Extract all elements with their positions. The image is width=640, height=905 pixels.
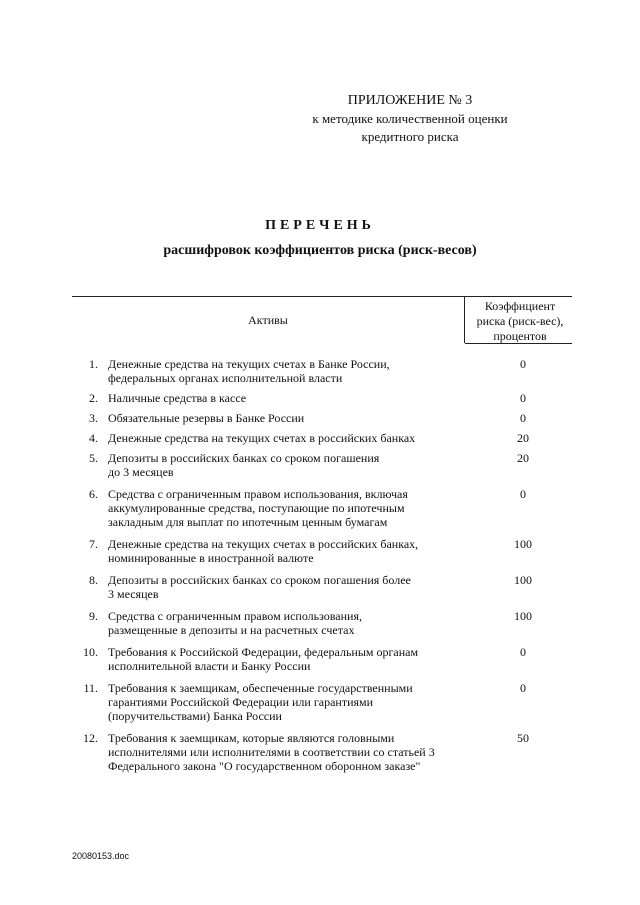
coef-header-line3: процентов — [493, 329, 547, 343]
document-subtitle: расшифровок коэффициентов риска (риск-весов) — [163, 243, 477, 258]
table-row — [72, 609, 572, 637]
row-asset-text — [108, 411, 478, 425]
row-asset-line: размещенные в депозиты и на расчетных счетах — [108, 623, 355, 637]
row-asset-line: номинированные в иностранной валюте — [108, 551, 314, 565]
row-risk-weight: 0 — [520, 487, 526, 501]
row-asset-line: Средства с ограниченным правом использования, — [108, 609, 362, 623]
row-risk-weight: 0 — [520, 391, 526, 405]
document-title: ПЕРЕЧЕНЬ — [265, 218, 375, 233]
row-asset-line: Депозиты в российских банках со сроком погашения более — [108, 573, 411, 587]
appendix-header — [270, 92, 550, 146]
table-row — [72, 451, 572, 479]
row-risk-weight: 0 — [520, 357, 526, 371]
row-asset-text — [108, 681, 478, 723]
table-row — [72, 731, 572, 773]
row-asset-line: Федерального закона "О государственном оборонном заказе" — [108, 759, 421, 773]
row-asset-line: Требования к заемщикам, обеспеченные государственными — [108, 681, 413, 695]
row-asset-line: Требования к Российской Федерации, федеральным органам — [108, 645, 419, 659]
row-number: 8. — [89, 573, 98, 587]
row-risk-weight: 0 — [520, 681, 526, 695]
coef-header-line1: Коэффициент — [484, 299, 556, 313]
row-asset-text — [108, 451, 478, 479]
row-number: 5. — [89, 451, 98, 465]
row-asset-line: 3 месяцев — [108, 587, 159, 601]
table-row — [72, 681, 572, 723]
row-asset-line: до 3 месяцев — [108, 465, 174, 479]
row-risk-weight: 0 — [520, 411, 526, 425]
row-risk-weight: 20 — [517, 451, 529, 465]
appendix-line2: к методике количественной оценки — [312, 111, 508, 126]
row-number: 3. — [89, 411, 98, 425]
row-asset-text — [108, 487, 478, 529]
row-asset-text — [108, 391, 478, 405]
row-asset-line: Денежные средства на текущих счетах в российских банках, — [108, 537, 419, 551]
row-asset-line: исполнительной власти и Банку России — [108, 659, 311, 673]
row-asset-text — [108, 357, 478, 385]
row-asset-line: федеральных органах исполнительной власти — [108, 371, 343, 385]
table-row — [72, 391, 572, 405]
row-asset-line: Денежные средства на текущих счетах в Банке России, — [108, 357, 390, 371]
coef-header-line2: риска (риск-вес), — [476, 314, 564, 328]
table-row — [72, 411, 572, 425]
row-number: 9. — [89, 609, 98, 623]
table-row — [72, 357, 572, 385]
appendix-number: ПРИЛОЖЕНИЕ № 3 — [347, 93, 473, 108]
row-asset-text — [108, 645, 478, 673]
row-number: 2. — [89, 391, 98, 405]
row-asset-line: Наличные средства в кассе — [108, 391, 247, 405]
table-row — [72, 431, 572, 445]
row-asset-line: Депозиты в российских банках со сроком погашения — [108, 451, 380, 465]
row-asset-text — [108, 573, 478, 601]
column-divider — [464, 297, 465, 343]
row-number: 6. — [89, 487, 98, 501]
coef-header-underline — [465, 343, 572, 344]
table-row — [72, 573, 572, 601]
table-row — [72, 537, 572, 565]
row-asset-line: аккумулированные средства, поступающие по ипотечным — [108, 501, 405, 515]
row-number: 4. — [89, 431, 98, 445]
row-number: 1. — [89, 357, 98, 371]
appendix-line3: кредитного риска — [361, 129, 459, 144]
row-asset-line: исполнителями или исполнителями в соответствии со статьей 3 — [108, 745, 435, 759]
row-asset-text — [108, 731, 478, 773]
row-asset-text — [108, 609, 478, 637]
column-header-coefficient — [468, 299, 572, 344]
row-asset-line: Требования к заемщикам, которые являются головными — [108, 731, 395, 745]
row-risk-weight: 100 — [514, 573, 532, 587]
table-body — [72, 357, 572, 781]
row-number: 12. — [83, 731, 98, 745]
table-row — [72, 645, 572, 673]
row-number: 7. — [89, 537, 98, 551]
table-row — [72, 487, 572, 529]
row-number: 11. — [83, 681, 98, 695]
row-asset-line: Обязательные резервы в Банке России — [108, 411, 305, 425]
row-risk-weight: 100 — [514, 609, 532, 623]
row-asset-text — [108, 431, 478, 445]
table-header — [72, 296, 572, 343]
row-asset-line: (поручительствами) Банка России — [108, 709, 282, 723]
column-header-assets: Активы — [248, 312, 288, 327]
row-asset-line: Средства с ограниченным правом использования, включая — [108, 487, 408, 501]
row-asset-line: Денежные средства на текущих счетах в российских банках — [108, 431, 416, 445]
row-asset-text — [108, 537, 478, 565]
row-number: 10. — [83, 645, 98, 659]
row-asset-line: закладным для выплат по ипотечным ценным бумагам — [108, 515, 388, 529]
row-risk-weight: 100 — [514, 537, 532, 551]
file-name: 20080153.doc — [72, 851, 130, 861]
row-risk-weight: 50 — [517, 731, 529, 745]
row-risk-weight: 0 — [520, 645, 526, 659]
row-asset-line: гарантиями Российской Федерации или гарантиями — [108, 695, 374, 709]
row-risk-weight: 20 — [517, 431, 529, 445]
